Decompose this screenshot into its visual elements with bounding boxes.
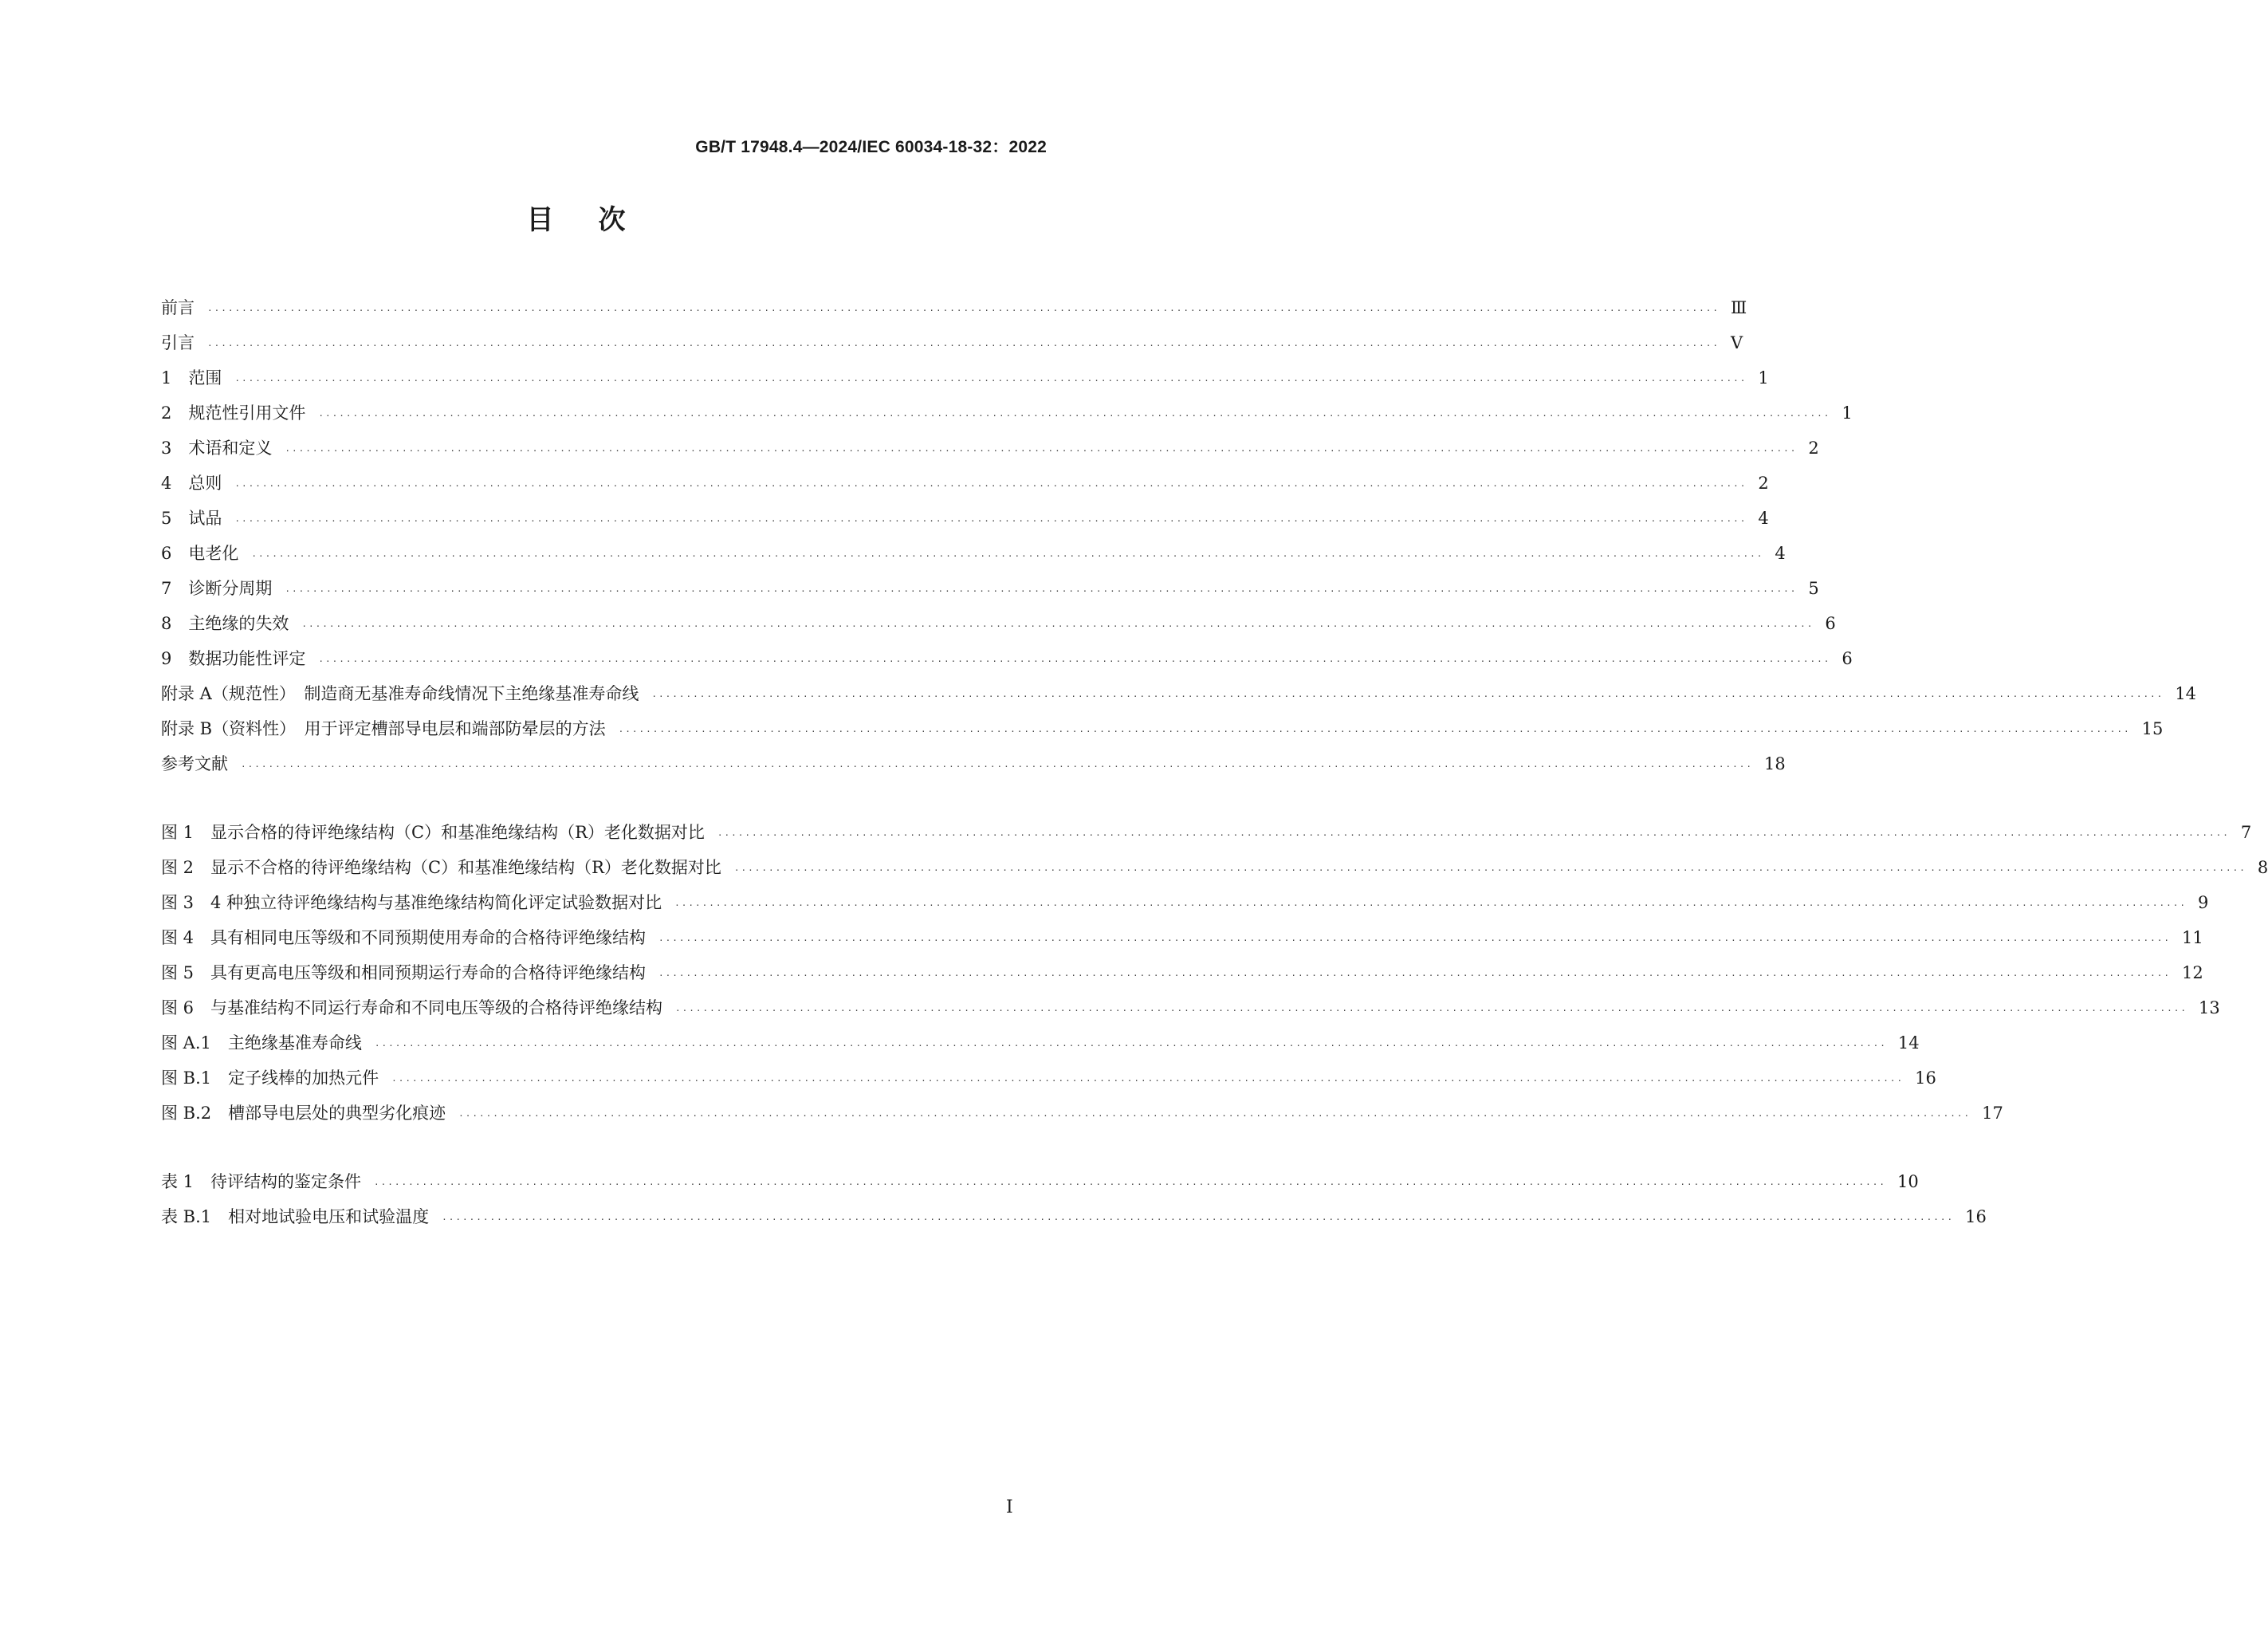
toc-entry-page: 1 (1842, 403, 1853, 423)
toc-entry[interactable] (161, 360, 1769, 395)
toc-entry-page: 4 (1758, 509, 1769, 528)
standard-code: GB/T 17948.4—2024/IEC 60034-18-32：2022 (695, 138, 1047, 156)
toc-entry[interactable] (161, 466, 1769, 501)
toc-entry-page: 12 (2182, 963, 2203, 982)
toc-entry[interactable] (161, 746, 1786, 781)
toc-entry-label: 9 数据功能性评定 (161, 649, 306, 668)
toc-dot-leader: ···························································································································································································································· (207, 305, 1720, 316)
toc-dot-leader: ···························································································································································································································· (442, 1214, 1955, 1225)
toc-entry-label: 图 2 显示不合格的待评绝缘结构（C）和基准绝缘结构（R）老化数据对比 (161, 858, 721, 877)
toc-entry-page: 16 (1965, 1207, 1987, 1226)
toc-entry-page: 6 (1825, 614, 1836, 633)
toc-entry-page: Ⅲ (1730, 298, 1747, 317)
toc-entry-page: 15 (2141, 719, 2164, 738)
toc-entry-page: Ⅴ (1730, 333, 1743, 352)
toc-entry-page: 18 (1763, 754, 1786, 773)
toc-entry-page: 2 (1808, 439, 1819, 458)
toc-dot-leader: ···························································································································································································································· (651, 691, 2164, 702)
toc-dot-leader: ···························································································································································································································· (251, 551, 1764, 561)
toc-entry-page: 1 (1758, 368, 1769, 388)
toc-entry[interactable] (161, 1199, 1987, 1234)
toc-entry-page: 7 (2240, 823, 2252, 842)
toc-entry[interactable] (161, 850, 2268, 885)
toc-entry[interactable] (161, 431, 1819, 466)
toc-entry-label: 附录 B（资料性） 用于评定槽部导电层和端部防晕层的方法 (161, 719, 606, 738)
toc-entry[interactable] (161, 536, 1786, 571)
toc-entry-label: 4 总则 (161, 474, 222, 493)
toc-entry-page: 14 (1897, 1033, 1920, 1053)
toc-dot-leader: ···························································································································································································································· (674, 900, 2187, 911)
toc-entry-page: 16 (1915, 1068, 1936, 1088)
toc-entry-label: 6 电老化 (161, 544, 239, 563)
toc-entry[interactable] (161, 815, 2252, 850)
toc-entry[interactable] (161, 955, 2203, 990)
toc-dot-leader: ···························································································································································································································· (241, 761, 1753, 772)
toc-entry-label: 表 1 待评结构的鉴定条件 (161, 1172, 362, 1191)
toc-entry-label: 图 6 与基准结构不同运行寿命和不同电压等级的合格待评绝缘结构 (161, 998, 663, 1017)
page-number: Ⅰ (1006, 1497, 1013, 1517)
toc-dot-leader: ···························································································································································································································· (207, 340, 1720, 351)
toc-entry-page: 8 (2257, 858, 2268, 877)
toc-entry[interactable] (161, 920, 2203, 955)
toc-dot-leader: ···························································································································································································································· (374, 1179, 1887, 1190)
toc-entry-label: 图 1 显示合格的待评绝缘结构（C）和基准绝缘结构（R）老化数据对比 (161, 823, 705, 842)
toc-entry-label: 前言 (161, 298, 195, 317)
toc-dot-leader: ···························································································································································································································· (234, 516, 1747, 526)
toc-entry-page: 10 (1897, 1172, 1919, 1191)
toc-entry-label: 5 试品 (161, 509, 222, 528)
toc-entry-label: 图 3 4 种独立待评绝缘结构与基准绝缘结构简化评定试验数据对比 (161, 893, 662, 912)
toc-entry-page: 9 (2198, 893, 2209, 912)
toc-entry-label: 引言 (161, 333, 195, 352)
toc-tables (161, 1164, 1987, 1234)
toc-entry[interactable] (161, 1164, 1919, 1199)
toc-title: 目次 (526, 204, 670, 236)
toc-entry-page: 14 (2175, 684, 2197, 703)
toc-entry-label: 参考文献 (161, 754, 228, 773)
toc-dot-leader: ···························································································································································································································· (285, 586, 1798, 596)
toc-entry-label: 图 5 具有更高电压等级和相同预期运行寿命的合格待评绝缘结构 (161, 963, 647, 982)
toc-entry-page: 11 (2182, 928, 2203, 947)
toc-entry[interactable] (161, 885, 2209, 920)
toc-entry[interactable] (161, 1060, 1936, 1096)
toc-dot-leader: ···························································································································································································································· (458, 1111, 1971, 1121)
toc-entry-page: 6 (1842, 649, 1853, 668)
toc-dot-leader: ···························································································································································································································· (618, 726, 2131, 737)
toc-entry[interactable] (161, 641, 1853, 676)
toc-dot-leader: ···························································································································································································································· (374, 1041, 1887, 1051)
toc-dot-leader: ···························································································································································································································· (658, 970, 2172, 981)
toc-entry-page: 4 (1775, 544, 1786, 563)
toc-entry[interactable] (161, 501, 1769, 536)
toc-entry-label: 附录 A（规范性） 制造商无基准寿命线情况下主绝缘基准寿命线 (161, 684, 639, 703)
toc-entry-page: 13 (2199, 998, 2220, 1017)
toc-entry[interactable] (161, 395, 1853, 431)
toc-entry-label: 8 主绝缘的失效 (161, 614, 289, 633)
toc-entry[interactable] (161, 325, 1743, 360)
toc-entry-page: 5 (1808, 579, 1819, 598)
toc-entry[interactable] (161, 290, 1747, 325)
toc-entry[interactable] (161, 676, 2197, 711)
toc-entry[interactable] (161, 606, 1836, 641)
toc-entry-label: 图 A.1 主绝缘基准寿命线 (161, 1033, 362, 1053)
toc-entry[interactable] (161, 1025, 1920, 1060)
toc-dot-leader: ···························································································································································································································· (285, 446, 1798, 456)
toc-dot-leader: ···························································································································································································································· (234, 481, 1747, 491)
toc-dot-leader: ···························································································································································································································· (675, 1005, 2188, 1016)
toc-entry-label: 1 范围 (161, 368, 222, 388)
toc-dot-leader: ···························································································································································································································· (391, 1076, 1904, 1086)
toc-dot-leader: ···························································································································································································································· (234, 376, 1747, 386)
toc-entry[interactable] (161, 1096, 2003, 1131)
toc-dot-leader: ···························································································································································································································· (318, 656, 1831, 667)
toc-entry-label: 3 术语和定义 (161, 439, 273, 458)
toc-entry-label: 表 B.1 相对地试验电压和试验温度 (161, 1207, 430, 1226)
toc-dot-leader: ···························································································································································································································· (733, 865, 2246, 875)
toc-dot-leader: ···························································································································································································································· (658, 935, 2172, 946)
toc-entry[interactable] (161, 711, 2164, 746)
toc-dot-leader: ···························································································································································································································· (318, 411, 1831, 421)
toc-entry[interactable] (161, 990, 2220, 1025)
toc-sections (161, 290, 2197, 781)
toc-entry-page: 17 (1982, 1104, 2003, 1123)
toc-entry-label: 2 规范性引用文件 (161, 403, 306, 423)
toc-entry-label: 图 4 具有相同电压等级和不同预期使用寿命的合格待评绝缘结构 (161, 928, 647, 947)
toc-figures (161, 815, 2268, 1131)
toc-entry-label: 图 B.1 定子线棒的加热元件 (161, 1068, 379, 1088)
toc-entry-page: 2 (1758, 474, 1769, 493)
toc-dot-leader: ···························································································································································································································· (301, 621, 1814, 632)
toc-entry-label: 7 诊断分周期 (161, 579, 273, 598)
toc-dot-leader: ···························································································································································································································· (717, 830, 2230, 840)
toc-entry-label: 图 B.2 槽部导电层处的典型劣化痕迹 (161, 1104, 446, 1123)
toc-entry[interactable] (161, 571, 1819, 606)
